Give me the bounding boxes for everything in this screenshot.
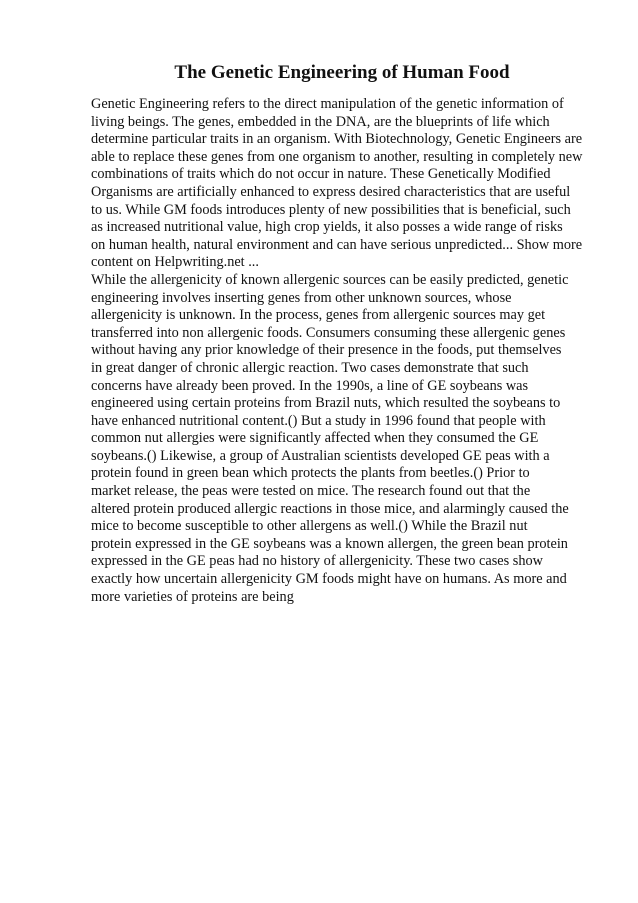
text-line: as increased nutritional value, high crop yields, it also posses a wide range of risks	[91, 219, 563, 236]
text-line: combinations of traits which do not occur in nature. These Genetically Modified	[91, 166, 551, 183]
text-line: mice to become susceptible to other allergens as well.() While the Brazil nut	[91, 518, 528, 535]
text-line: without having any prior knowledge of their presence in the foods, put themselves	[91, 342, 562, 359]
text-line: Genetic Engineering refers to the direct manipulation of the genetic information of	[91, 96, 564, 112]
text-line: able to replace these genes from one organism to another, resulting in completely new	[91, 148, 583, 165]
text-line: altered protein produced allergic reactions in those mice, and alarmingly caused the	[91, 500, 569, 517]
text-line: concerns have already been proved. In the 1990s, a line of GE soybeans was	[91, 377, 529, 394]
text-line: transferred into non allergenic foods. Consumers consuming these allergenic genes	[91, 324, 566, 341]
text-line: on human health, natural environment and can have serious unpredicted... Show more	[91, 236, 583, 253]
text-line: While the allergenicity of known allergenic sources can be easily predicted, genetic	[91, 271, 569, 288]
text-line: determine particular traits in an organism. With Biotechnology, Genetic Engineers are	[91, 131, 583, 148]
text-line: have enhanced nutritional content.() But a study in 1996 found that people with	[91, 412, 546, 429]
text-line: common nut allergies were significantly affected when they consumed the GE	[91, 430, 539, 447]
text-line: content on Helpwriting.net ...	[91, 254, 259, 271]
text-line: in great danger of chronic allergic reaction. Two cases demonstrate that such	[91, 359, 529, 376]
text-line: market release, the peas were tested on mice. The research found out that the	[91, 483, 531, 500]
text-line: allergenicity is unknown. In the process, genes from allergenic sources may get	[91, 307, 546, 324]
text-line: soybeans.() Likewise, a group of Australian scientists developed GE peas with a	[91, 447, 550, 464]
text-line: more varieties of proteins are being	[91, 588, 294, 605]
text-line: engineered using certain proteins from Brazil nuts, which resulted the soybeans to	[91, 395, 561, 412]
text-line: expressed in the GE peas had no history of allergenicity. These two cases show	[91, 553, 543, 570]
text-line: protein found in green bean which protects the plants from beetles.() Prior to	[91, 465, 530, 482]
text-line: protein expressed in the GE soybeans was a known allergen, the green bean protein	[91, 535, 568, 552]
text-line: to us. While GM foods introduces plenty of new possibilities that is beneficial, such	[91, 201, 571, 218]
document-title: The Genetic Engineering of Human Food	[174, 62, 510, 83]
text-line: living beings. The genes, embedded in the DNA, are the blueprints of life which	[91, 113, 550, 130]
text-line: exactly how uncertain allergenicity GM foods might have on humans. As more and	[91, 571, 567, 588]
document-body	[91, 96, 596, 606]
text-line: engineering involves inserting genes from other unknown sources, whose	[91, 289, 512, 306]
text-line: Organisms are artificially enhanced to express desired characteristics that are useful	[91, 183, 571, 200]
